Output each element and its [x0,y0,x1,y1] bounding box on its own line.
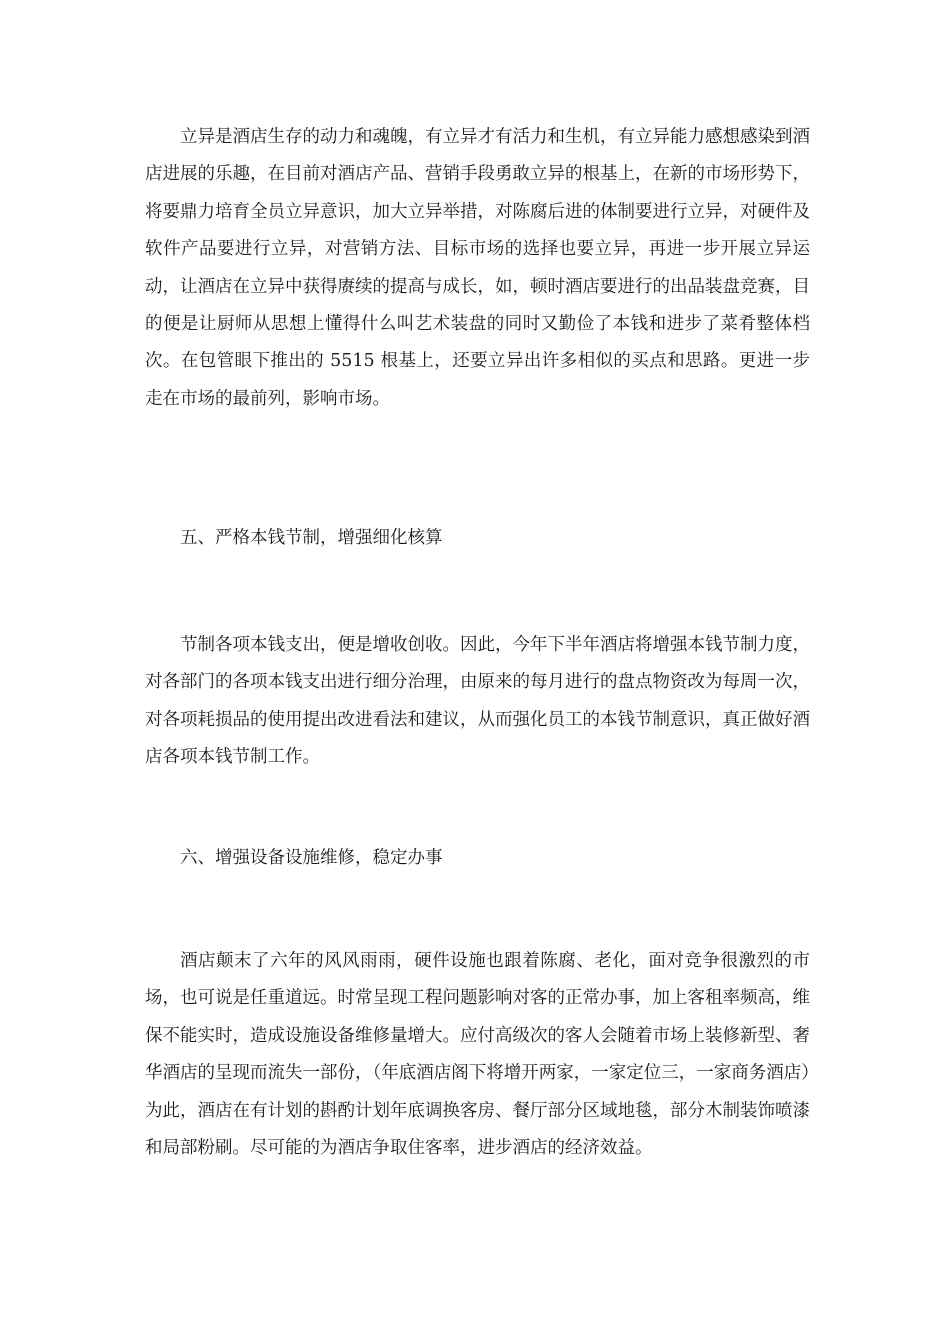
paragraph-innovation: 立异是酒店生存的动力和魂魄，有立异才有活力和生机，有立异能力感想感染到酒店进展的乐趣，在目前对酒店产品、营销手段勇敢立异的根基上，在新的市场形势下，将要鼎力培育全员立异意识，加大立异举措，对陈腐后进的体制要进行立异，对硬件及软件产品要进行立异，对营销方法、目标市场的选择也要立异，再进一步开展立异运动，让酒店在立异中获得赓续的提高与成长，如，顿时酒店要进行的出品装盘竞赛，目的便是让厨师从思想上懂得什么叫艺术装盘的同时又勤俭了本钱和进步了菜肴整体档次。在包管眼下推出的 5515 根基上，还要立异出许多相似的买点和思路。更进一步走在市场的最前列，影响市场。 [145,127,810,409]
paragraph-cost-control: 节制各项本钱支出，便是增收创收。因此，今年下半年酒店将增强本钱节制力度，对各部门的各项本钱支出进行细分治理，由原来的每月进行的盘点物资改为每周一次，对各项耗损品的使用提出改进看法和建议，从而强化员工的本钱节制意识，真正做好酒店各项本钱节制工作。 [145,635,810,768]
paragraph-maintenance: 酒店颠末了六年的风风雨雨，硬件设施也跟着陈腐、老化，面对竞争很激烈的市场，也可说是任重道远。时常呈现工程问题影响对客的正常办事，加上客租率频高，维保不能实时，造成设施设备维修量增大。应付高级次的客人会随着市场上装修新型、奢华酒店的呈现而流失一部份，（年底酒店阁下将增开两家，一家定位三，一家商务酒店）为此，酒店在有计划的斟酌计划年底调换客房、餐厅部分区域地毯，部分木制装饰喷漆和局部粉刷。尽可能的为酒店争取住客率，进步酒店的经济效益。 [145,951,810,1159]
section-heading-maintenance: 六、增强设备设施维修，稳定办事 [180,848,443,868]
section-heading-cost-control: 五、严格本钱节制，增强细化核算 [180,528,443,548]
